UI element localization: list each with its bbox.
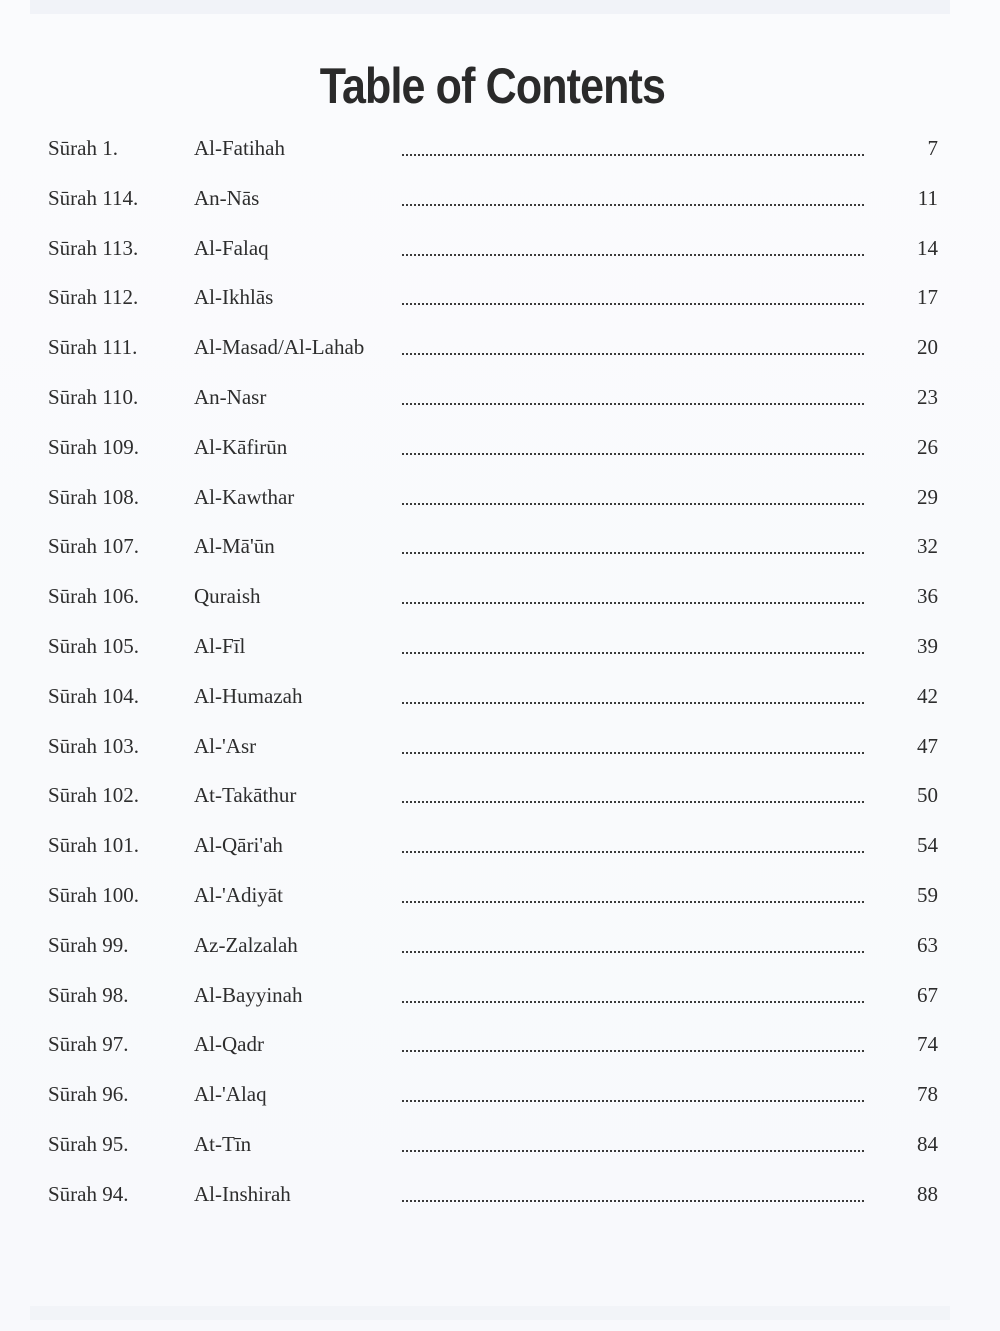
dot-leader [402,503,864,505]
surah-name: Al-Bayyinah [194,982,303,1007]
page-number: 14 [917,235,938,260]
page-number: 50 [917,783,938,808]
surah-name: Al-'Asr [194,733,257,758]
surah-number: Sūrah 99. [48,932,129,957]
page-number: 63 [917,932,938,957]
toc-row [0,1120,1000,1170]
page-number: 11 [917,185,938,210]
page-number: 29 [917,484,938,509]
page-number: 32 [917,534,938,559]
surah-name: Al-Masad/Al-Lahab [194,335,365,360]
surah-name: Al-Fīl [194,633,246,658]
surah-name: Az-Zalzalah [194,932,298,957]
page-number: 78 [917,1082,938,1107]
toc-row [0,224,1000,274]
surah-number: Sūrah 96. [48,1082,129,1107]
toc-row [0,871,1000,921]
toc-row [0,572,1000,622]
toc-row [0,174,1000,224]
page-number: 88 [917,1181,938,1206]
page-number: 67 [917,982,938,1007]
surah-name: At-Takāthur [194,783,297,808]
page-number: 17 [917,285,938,310]
surah-name: Al-Qadr [194,1032,264,1057]
dot-leader [402,602,864,604]
toc-row [0,821,1000,871]
surah-name: Al-Kawthar [194,484,295,509]
surah-number: Sūrah 101. [48,833,139,858]
surah-number: Sūrah 109. [48,434,139,459]
surah-number: Sūrah 94. [48,1181,129,1206]
surah-name: Quraish [194,584,261,609]
toc-row [0,473,1000,523]
page-number: 36 [917,584,938,609]
dot-leader [402,254,864,256]
dot-leader [402,204,864,206]
page-number: 54 [917,833,938,858]
dot-leader [402,652,864,654]
toc-row [0,722,1000,772]
toc-row [0,971,1000,1021]
surah-name: Al-'Adiyāt [194,882,283,907]
toc-row [0,921,1000,971]
toc-row [0,1070,1000,1120]
dot-leader [402,1200,864,1202]
dot-leader [402,1001,864,1003]
dot-leader [402,1100,864,1102]
dot-leader [402,1150,864,1152]
surah-number: Sūrah 97. [48,1032,129,1057]
surah-number: Sūrah 102. [48,783,139,808]
page-number: 84 [917,1131,938,1156]
surah-name: Al-Kāfirūn [194,434,288,459]
surah-name: An-Nās [194,185,260,210]
toc-row [0,373,1000,423]
toc-row [0,522,1000,572]
toc-row [0,771,1000,821]
table-of-contents [0,124,1000,1220]
page-number: 39 [917,633,938,658]
dot-leader [402,403,864,405]
surah-number: Sūrah 95. [48,1131,129,1156]
surah-name: Al-Humazah [194,683,303,708]
dot-leader [402,303,864,305]
toc-row [0,423,1000,473]
dot-leader [402,1050,864,1052]
page-number: 42 [917,683,938,708]
page-number: 20 [917,335,938,360]
page-number: 47 [917,733,938,758]
surah-name: Al-Fatihah [194,136,285,160]
surah-number: Sūrah 104. [48,683,139,708]
surah-name: Al-Mā'ūn [194,534,275,559]
dot-leader [402,453,864,455]
bottom-margin-strip [30,1306,950,1320]
surah-number: Sūrah 111. [48,335,138,360]
page-number: 59 [917,882,938,907]
dot-leader [402,951,864,953]
surah-name: An-Nasr [194,384,267,409]
toc-row [0,672,1000,722]
dot-leader [402,353,864,355]
surah-number: Sūrah 107. [48,534,139,559]
page-title: Table of Contents [319,57,666,114]
toc-row [0,1020,1000,1070]
surah-number: Sūrah 110. [48,384,139,409]
surah-number: Sūrah 106. [48,584,139,609]
surah-name: Al-Ikhlās [194,285,274,310]
toc-row [0,622,1000,672]
toc-row [0,124,1000,174]
surah-number: Sūrah 103. [48,733,139,758]
toc-row [0,323,1000,373]
surah-name: Al-Inshirah [194,1181,291,1206]
dot-leader [402,901,864,903]
surah-number: Sūrah 100. [48,882,139,907]
surah-name: At-Tīn [194,1131,252,1156]
dot-leader [402,851,864,853]
surah-number: Sūrah 114. [48,185,139,210]
dot-leader [402,154,864,156]
toc-row [0,1170,1000,1220]
surah-name: Al-'Alaq [194,1082,267,1107]
surah-number: Sūrah 105. [48,633,139,658]
page-number: 74 [917,1032,938,1057]
surah-number: Sūrah 1. [48,136,118,160]
dot-leader [402,752,864,754]
page-number: 23 [917,384,938,409]
surah-number: Sūrah 108. [48,484,139,509]
dot-leader [402,702,864,704]
toc-row [0,273,1000,323]
top-margin-strip [30,0,950,14]
surah-number: Sūrah 98. [48,982,129,1007]
surah-number: Sūrah 113. [48,235,139,260]
surah-name: Al-Falaq [194,235,269,260]
page-number: 7 [927,136,938,160]
dot-leader [402,801,864,803]
page-number: 26 [917,434,938,459]
surah-number: Sūrah 112. [48,285,139,310]
dot-leader [402,552,864,554]
surah-name: Al-Qāri'ah [194,833,283,858]
